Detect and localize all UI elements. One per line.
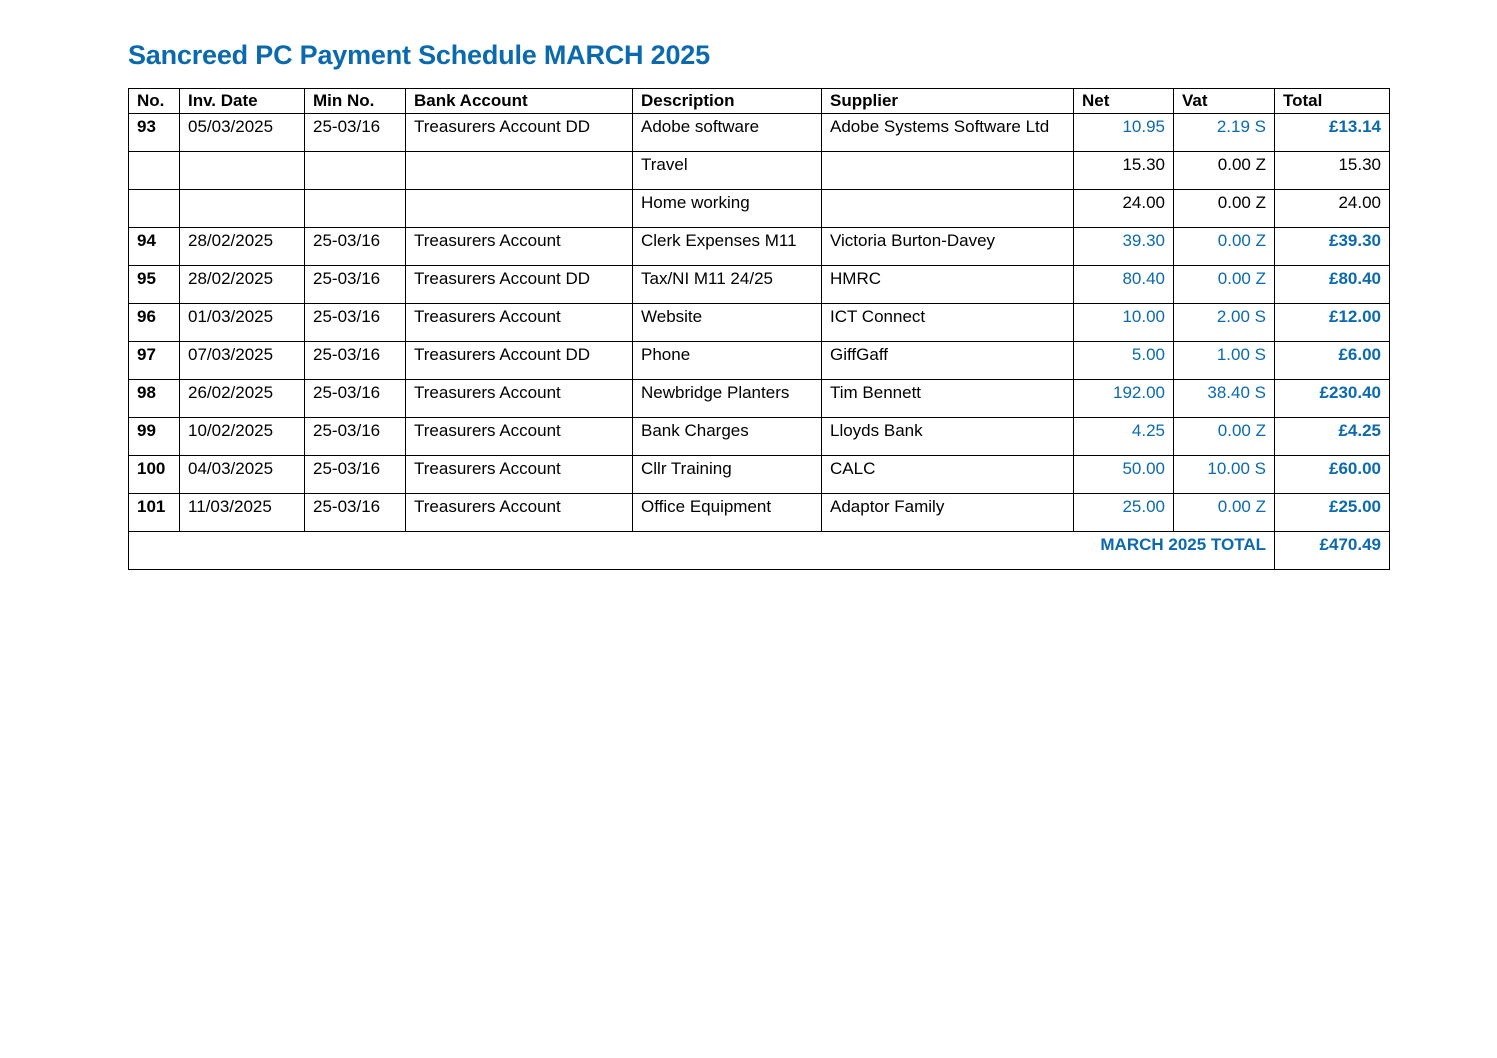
description-cell: Home working	[633, 190, 822, 228]
table-total-row	[129, 532, 1390, 570]
minute-number-cell	[305, 190, 406, 228]
net-amount-cell: 5.00	[1074, 342, 1174, 380]
supplier-cell: Adaptor Family	[822, 494, 1074, 532]
table-row	[129, 342, 1390, 380]
supplier-cell	[822, 152, 1074, 190]
column-header-supplier: Supplier	[822, 89, 1074, 114]
bank-account-cell: Treasurers Account	[406, 228, 633, 266]
column-header-bank-account: Bank Account	[406, 89, 633, 114]
total-amount-cell: 15.30	[1275, 152, 1390, 190]
minute-number-cell: 25-03/16	[305, 304, 406, 342]
description-cell: Cllr Training	[633, 456, 822, 494]
bank-account-cell: Treasurers Account DD	[406, 266, 633, 304]
row-number-cell	[129, 190, 180, 228]
total-amount-cell: £80.40	[1275, 266, 1390, 304]
description-cell: Bank Charges	[633, 418, 822, 456]
total-amount-cell: £60.00	[1275, 456, 1390, 494]
bank-account-cell	[406, 190, 633, 228]
column-header-description: Description	[633, 89, 822, 114]
row-number-cell: 101	[129, 494, 180, 532]
column-header-vat: Vat	[1174, 89, 1275, 114]
total-amount-cell: £6.00	[1275, 342, 1390, 380]
invoice-date-cell: 07/03/2025	[180, 342, 305, 380]
vat-amount-cell: 0.00 Z	[1174, 152, 1275, 190]
row-number-cell: 94	[129, 228, 180, 266]
row-number-cell: 99	[129, 418, 180, 456]
table-row	[129, 418, 1390, 456]
minute-number-cell: 25-03/16	[305, 342, 406, 380]
net-amount-cell: 80.40	[1074, 266, 1174, 304]
description-cell: Travel	[633, 152, 822, 190]
bank-account-cell: Treasurers Account	[406, 380, 633, 418]
total-amount-cell: £25.00	[1275, 494, 1390, 532]
net-amount-cell: 25.00	[1074, 494, 1174, 532]
bank-account-cell: Treasurers Account DD	[406, 114, 633, 152]
minute-number-cell: 25-03/16	[305, 494, 406, 532]
net-amount-cell: 50.00	[1074, 456, 1174, 494]
net-amount-cell: 10.95	[1074, 114, 1174, 152]
row-number-cell: 93	[129, 114, 180, 152]
row-number-cell: 97	[129, 342, 180, 380]
invoice-date-cell: 10/02/2025	[180, 418, 305, 456]
net-amount-cell: 10.00	[1074, 304, 1174, 342]
table-row	[129, 494, 1390, 532]
table-row	[129, 304, 1390, 342]
bank-account-cell	[406, 152, 633, 190]
minute-number-cell: 25-03/16	[305, 114, 406, 152]
description-cell: Website	[633, 304, 822, 342]
vat-amount-cell: 1.00 S	[1174, 342, 1275, 380]
minute-number-cell: 25-03/16	[305, 456, 406, 494]
description-cell: Clerk Expenses M11	[633, 228, 822, 266]
minute-number-cell: 25-03/16	[305, 266, 406, 304]
bank-account-cell: Treasurers Account	[406, 304, 633, 342]
invoice-date-cell: 01/03/2025	[180, 304, 305, 342]
net-amount-cell: 39.30	[1074, 228, 1174, 266]
table-row	[129, 152, 1390, 190]
table-row	[129, 190, 1390, 228]
supplier-cell: Adobe Systems Software Ltd	[822, 114, 1074, 152]
table-row	[129, 456, 1390, 494]
total-label: MARCH 2025 TOTAL	[129, 532, 1275, 570]
supplier-cell: CALC	[822, 456, 1074, 494]
total-amount-cell: £4.25	[1275, 418, 1390, 456]
supplier-cell: Victoria Burton-Davey	[822, 228, 1074, 266]
net-amount-cell: 24.00	[1074, 190, 1174, 228]
page-title: Sancreed PC Payment Schedule MARCH 2025	[128, 40, 710, 70]
total-amount-cell: £39.30	[1275, 228, 1390, 266]
minute-number-cell	[305, 152, 406, 190]
vat-amount-cell: 0.00 Z	[1174, 494, 1275, 532]
vat-amount-cell: 0.00 Z	[1174, 228, 1275, 266]
supplier-cell: ICT Connect	[822, 304, 1074, 342]
supplier-cell: GiffGaff	[822, 342, 1074, 380]
table-header-row	[129, 89, 1390, 114]
bank-account-cell: Treasurers Account	[406, 494, 633, 532]
row-number-cell	[129, 152, 180, 190]
description-cell: Adobe software	[633, 114, 822, 152]
net-amount-cell: 4.25	[1074, 418, 1174, 456]
column-header-total: Total	[1275, 89, 1390, 114]
supplier-cell	[822, 190, 1074, 228]
supplier-cell: Lloyds Bank	[822, 418, 1074, 456]
total-value: £470.49	[1275, 532, 1390, 570]
net-amount-cell: 192.00	[1074, 380, 1174, 418]
vat-amount-cell: 0.00 Z	[1174, 418, 1275, 456]
bank-account-cell: Treasurers Account	[406, 456, 633, 494]
invoice-date-cell: 11/03/2025	[180, 494, 305, 532]
row-number-cell: 98	[129, 380, 180, 418]
invoice-date-cell: 28/02/2025	[180, 266, 305, 304]
bank-account-cell: Treasurers Account DD	[406, 342, 633, 380]
vat-amount-cell: 2.19 S	[1174, 114, 1275, 152]
invoice-date-cell: 05/03/2025	[180, 114, 305, 152]
payment-schedule-table	[128, 88, 1390, 570]
vat-amount-cell: 10.00 S	[1174, 456, 1275, 494]
total-amount-cell: £230.40	[1275, 380, 1390, 418]
column-header-no: No.	[129, 89, 180, 114]
invoice-date-cell	[180, 190, 305, 228]
description-cell: Tax/NI M11 24/25	[633, 266, 822, 304]
description-cell: Phone	[633, 342, 822, 380]
vat-amount-cell: 0.00 Z	[1174, 266, 1275, 304]
row-number-cell: 96	[129, 304, 180, 342]
supplier-cell: Tim Bennett	[822, 380, 1074, 418]
minute-number-cell: 25-03/16	[305, 380, 406, 418]
table-row	[129, 228, 1390, 266]
description-cell: Newbridge Planters	[633, 380, 822, 418]
description-cell: Office Equipment	[633, 494, 822, 532]
column-header-min-no: Min No.	[305, 89, 406, 114]
supplier-cell: HMRC	[822, 266, 1074, 304]
row-number-cell: 100	[129, 456, 180, 494]
net-amount-cell: 15.30	[1074, 152, 1174, 190]
vat-amount-cell: 2.00 S	[1174, 304, 1275, 342]
invoice-date-cell: 04/03/2025	[180, 456, 305, 494]
total-amount-cell: £12.00	[1275, 304, 1390, 342]
minute-number-cell: 25-03/16	[305, 228, 406, 266]
table-row	[129, 266, 1390, 304]
invoice-date-cell	[180, 152, 305, 190]
row-number-cell: 95	[129, 266, 180, 304]
invoice-date-cell: 28/02/2025	[180, 228, 305, 266]
invoice-date-cell: 26/02/2025	[180, 380, 305, 418]
table-row	[129, 380, 1390, 418]
minute-number-cell: 25-03/16	[305, 418, 406, 456]
vat-amount-cell: 0.00 Z	[1174, 190, 1275, 228]
table-row	[129, 114, 1390, 152]
vat-amount-cell: 38.40 S	[1174, 380, 1275, 418]
total-amount-cell: £13.14	[1275, 114, 1390, 152]
bank-account-cell: Treasurers Account	[406, 418, 633, 456]
column-header-inv-date: Inv. Date	[180, 89, 305, 114]
total-amount-cell: 24.00	[1275, 190, 1390, 228]
column-header-net: Net	[1074, 89, 1174, 114]
